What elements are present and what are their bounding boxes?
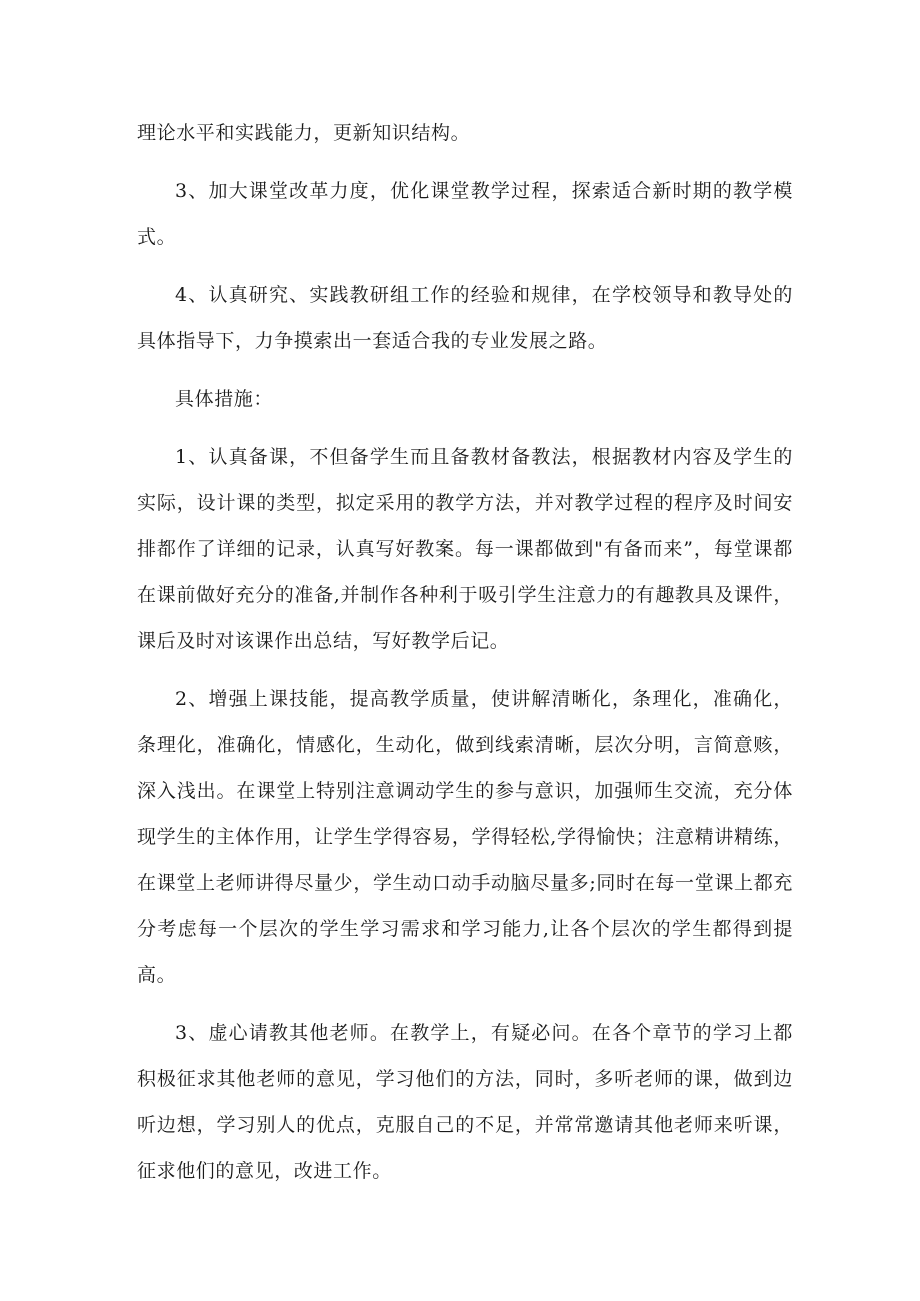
paragraph-goal-3: 3、加大课堂改革力度，优化课堂教学过程，探索适合新时期的教学模式。 xyxy=(137,180,793,248)
section-heading-measures: 具体措施： xyxy=(175,388,274,410)
paragraph-measure-3: 3、虚心请教其他老师。在教学上，有疑必问。在各个章节的学习上都积极征求其他老师的意见，学习他们的方法，同时，多听老师的课，做到边听边想，学习别人的优点，克服自己的不足，并常常邀请其他老师来听课，征求他们的意见，改进工作。 xyxy=(137,1022,793,1182)
paragraph-measure-1: 1、认真备课，不但备学生而且备教材备教法，根据教材内容及学生的实际，设计课的类型，拟定采用的教学方法，并对教学过程的程序及时间安排都作了详细的记录，认真写好教案。每一课都做到"有备而来”，每堂课都在课前做好充分的准备,并制作各种利于吸引学生注意力的有趣教具及课件，课后及时对该课作出总结，写好教学后记。 xyxy=(137,446,793,652)
paragraph-continuation: 理论水平和实践能力，更新知识结构。 xyxy=(137,122,471,144)
paragraph-measure-2: 2、增强上课技能，提高教学质量，使讲解清晰化，条理化，准确化，条理化，准确化，情感化，生动化，做到线索清晰，层次分明，言简意赅，深入浅出。在课堂上特别注意调动学生的参与意识，加强师生交流，充分体现学生的主体作用，让学生学得容易，学得轻松,学得愉快；注意精讲精练，在课堂上老师讲得尽量少，学生动口动手动脑尽量多;同时在每一堂课上都充分考虑每一个层次的学生学习需求和学习能力,让各个层次的学生都得到提高。 xyxy=(137,688,793,986)
document-body xyxy=(137,110,793,1206)
paragraph-goal-4: 4、认真研究、实践教研组工作的经验和规律，在学校领导和教导处的具体指导下，力争摸索出一套适合我的专业发展之路。 xyxy=(137,284,793,352)
